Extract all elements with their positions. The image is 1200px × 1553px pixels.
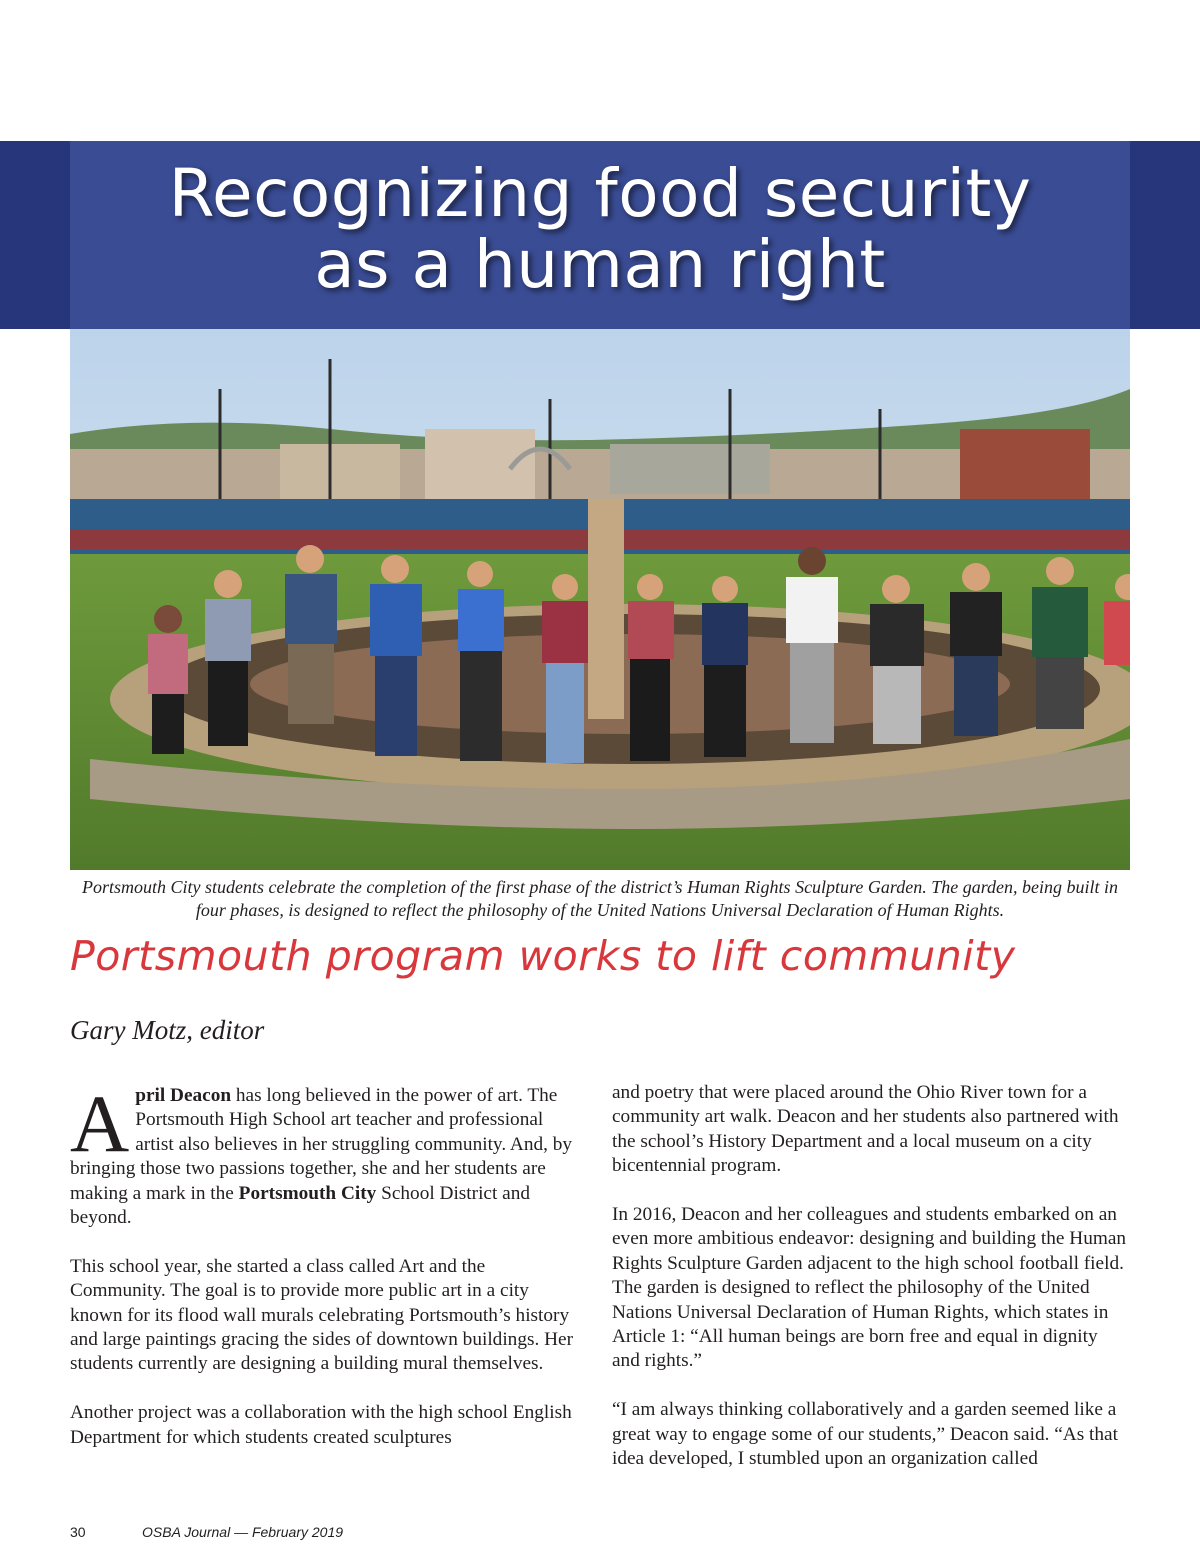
page-title <box>70 155 1130 304</box>
garden-photo-illustration <box>70 329 1130 870</box>
paragraph-4: and poetry that were placed around the Ohio River town for a community art walk. Deacon and her students also partnered with the school’s History Department and a local museum on a city bicentennial program. <box>612 1082 1119 1177</box>
paragraph-1 <box>70 1078 585 1230</box>
subject-name: pril Deacon <box>135 1085 232 1106</box>
article-byline: Gary Motz, editor <box>70 1015 265 1045</box>
article-headline: Portsmouth program works to lift community <box>70 932 1016 980</box>
page-title-line-1: Recognizing food security <box>168 155 1032 232</box>
district-name: Portsmouth City <box>238 1182 377 1204</box>
drop-cap: A <box>70 1078 130 1169</box>
page-number: 30 <box>70 1524 86 1540</box>
photo-caption: Portsmouth City students celebrate the completion of the first phase of the district’s Human Rights Sculpture Garden. The garden, being built in four phases, is designed to reflect the philosophy of the United Nations Universal Declaration of Human Rights. <box>81 877 1119 920</box>
paragraph-3: Another project was a collaboration with the high school English Department for which students created sculptures <box>70 1402 572 1448</box>
article-column-left <box>70 1078 585 1474</box>
journal-issue: OSBA Journal — February 2019 <box>142 1524 344 1540</box>
paragraph-1-text-a: has long believed in the power of art. The Portsmouth High School art teacher and professional artist also believes in her struggling community. And, by bringing those two passions together, she and her students are making a mark in the <box>70 1085 573 1204</box>
garden-photo <box>70 329 1130 870</box>
paragraph-6: “I am always thinking collaboratively and a garden seemed like a great way to engage some of our students,” Deacon said. “As that idea developed, I stumbled upon an organization called <box>612 1399 1118 1470</box>
article-column-right <box>612 1081 1127 1496</box>
page-title-line-2: as a human right <box>314 226 886 304</box>
paragraph-1-text-b: School District and beyond. <box>70 1182 531 1229</box>
paragraph-2: This school year, she started a class called Art and the Community. The goal is to provide more public art in a city known for its flood wall murals celebrating Portsmouth’s history and large paintings gracing the sides of downtown buildings. Her students currently are designing a building mural themselves. <box>70 1255 574 1375</box>
paragraph-5: In 2016, Deacon and her colleagues and students embarked on an even more ambitious endeavor: designing and building the Human Rights Sculpture Garden adjacent to the high school football field. The garden is designed to reflect the philosophy of the United Nations Universal Declaration of Human Rights, which states in Article 1: “All human beings are born free and equal in dignity and rights.” <box>612 1204 1127 1372</box>
